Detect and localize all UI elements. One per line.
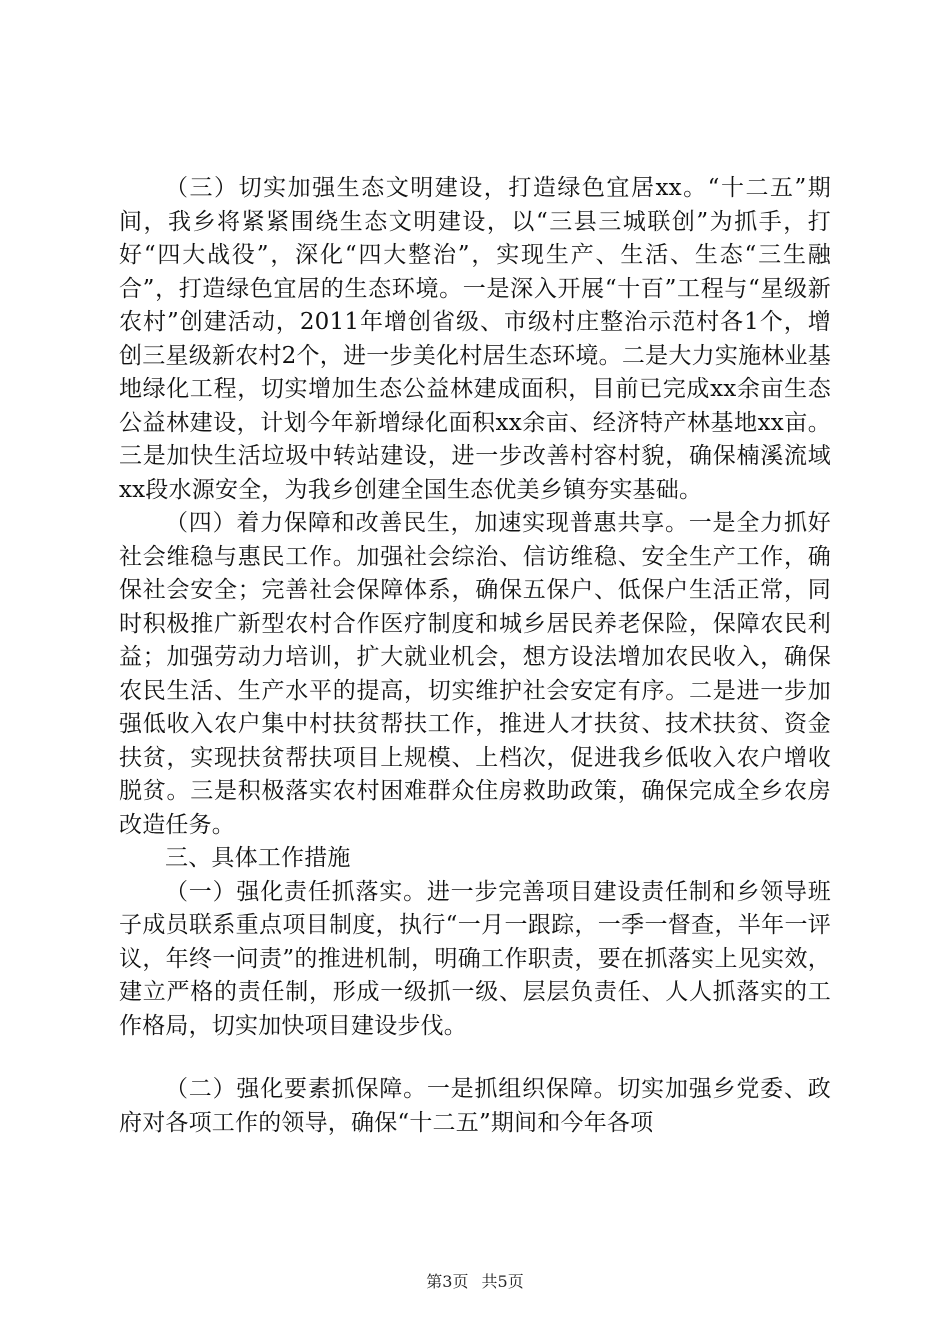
document-body <box>119 172 831 1140</box>
page-total: 共5页 <box>481 1272 524 1291</box>
paragraph-guarantee: （二）强化要素抓保障。一是抓组织保障。切实加强乡党委、政府对各项工作的领导，确保“十二五”期间和今年各项 <box>119 1076 831 1136</box>
section-heading-measures: 三、具体工作措施 <box>165 845 351 871</box>
page-footer <box>0 1272 950 1292</box>
paragraph-livelihood: （四）着力保障和改善民生，加速实现普惠共享。一是全力抓好社会维稳与惠民工作。加强社会综治、信访维稳、安全生产工作，确保社会安全；完善社会保障体系，确保五保户、低保户生活正常，同时积极推广新型农村合作医疗制度和城乡居民养老保险，保障农民利益；加强劳动力培训，扩大就业机会，想方设法增加农民收入，确保农民生活、生产水平的提高，切实维护社会安定有序。二是进一步加强低收入农户集中村扶贫帮扶工作，推进人才扶贫、技术扶贫、资金扶贫，实现扶贫帮扶项目上规模、上档次，促进我乡低收入农户增收脱贫。三是积极落实农村困难群众住房救助政策，确保完成全乡农房改造任务。 <box>119 510 831 838</box>
paragraph-responsibility: （一）强化责任抓落实。进一步完善项目建设责任制和乡领导班子成员联系重点项目制度，执行“一月一跟踪，一季一督查，半年一评议，年终一问责”的推进机制，明确工作职责，要在抓落实上见实效，建立严格的责任制，形成一级抓一级、层层负责任、人人抓落实的工作格局，切实加快项目建设步伐。 <box>119 878 831 1039</box>
paragraph-ecology: （三）切实加强生态文明建设，打造绿色宜居xx。“十二五”期间，我乡将紧紧围绕生态文明建设，以“三县三城联创”为抓手，打好“四大战役”，深化“四大整治”，实现生产、生活、生态“三生融合”，打造绿色宜居的生态环境。一是深入开展“十百”工程与“星级新农村”创建活动，2011年增创省级、市级村庄整治示范村各1个，增创三星级新农村2个，进一步美化村居生态环境。二是大力实施林业基地绿化工程，切实增加生态公益林建成面积，目前已完成xx余亩生态公益林建设，计划今年新增绿化面积xx余亩、经济特产林基地xx亩。三是加快生活垃圾中转站建设，进一步改善村容村貌，确保楠溪流域xx段水源安全，为我乡创建全国生态优美乡镇夯实基础。 <box>119 175 831 503</box>
page-number: 第3页 <box>426 1272 469 1291</box>
